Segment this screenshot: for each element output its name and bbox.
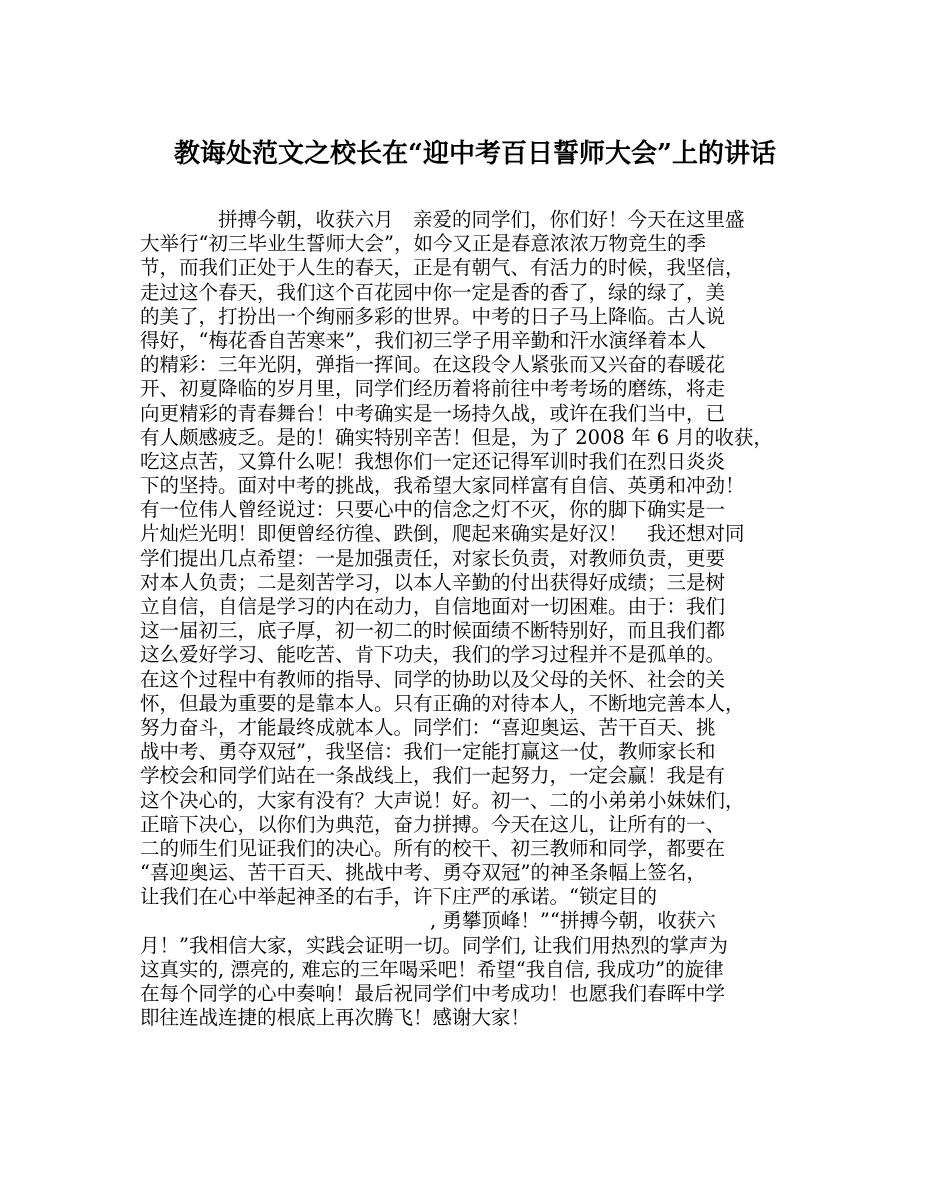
body-line: 学校会和同学们站在一条战线上，我们一起努力，一定会赢！我是有 — [140, 764, 726, 788]
body-line: 月！”我相信大家，实践会证明一切。同学们, 让我们用热烈的掌声为 — [140, 933, 728, 957]
body-line: 有一位伟人曾经说过：只要心中的信念之灯不灭，你的脚下确实是一 — [140, 498, 726, 522]
body-line: 在每个同学的心中奏响！最后祝同学们中考成功！也愿我们春晖中学 — [140, 982, 726, 1005]
body-line: 的精彩：三年光阴，弹指一挥间。在这段令人紧张而又兴奋的春暖花 — [140, 353, 726, 377]
body-line: 在这个过程中有教师的指导、同学的协助以及父母的关怀、社会的关 — [140, 667, 726, 691]
body-line: 战中考、勇夺双冠”，我坚信：我们一定能打赢这一仗，教师家长和 — [140, 740, 716, 764]
body-line: 即往连战连捷的根底上再次腾飞！感谢大家！ — [140, 1006, 531, 1030]
body-line: 开、初夏降临的岁月里，同学们经历着将前往中考考场的磨练，将走 — [140, 377, 726, 401]
body-line: 大举行“初三毕业生誓师大会”，如今又正是春意浓浓万物竞生的季 — [140, 232, 706, 256]
body-line: 下的坚持。面对中考的挑战，我希望大家同样富有自信、英勇和冲劲！ — [140, 474, 745, 498]
body-line: , 勇攀顶峰！”“拼搏今朝，收获六 — [430, 909, 716, 933]
body-line: 片灿烂光明！即便曾经彷徨、跌倒，爬起来确实是好汉！ 我还想对同 — [140, 522, 745, 546]
body-line: 这一届初三，底子厚，初一初二的时候面绩不断特别好，而且我们都 — [140, 619, 726, 643]
body-line: 得好，“梅花香自苦寒来”，我们初三学子用辛勤和汗水演绎着本人 — [140, 328, 706, 352]
document-title: 教诲处范文之校长在“迎中考百日誓师大会”上的讲话 — [174, 139, 776, 169]
body-line: 正暗下决心，以你们为典范，奋力拼搏。今天在这儿，让所有的一、 — [140, 812, 726, 836]
body-line: “喜迎奥运、苦干百天、挑战中考、勇夺双冠”的神圣条幅上签名， — [140, 861, 706, 885]
body-line: 有人颇感疲乏。是的！确实特别辛苦！但是，为了 2008 年 6 月的收获， — [140, 425, 773, 449]
body-line: 向更精彩的青春舞台！中考确实是一场持久战，或许在我们当中，已 — [140, 401, 726, 425]
body-line: 让我们在心中举起神圣的右手，许下庄严的承诺。“锁定目的 — [140, 885, 657, 909]
body-line: 这么爱好学习、能吃苦、肯下功夫，我们的学习过程并不是孤单的。 — [140, 643, 726, 667]
body-line: 二的师生们见证我们的决心。所有的校干、初三教师和同学，都要在 — [140, 836, 726, 860]
body-line: 这真实的, 漂亮的, 难忘的三年喝采吧！希望“我自信, 我成功”的旋律 — [140, 957, 724, 981]
body-line: 吃这点苦，又算什么呢！我想你们一定还记得军训时我们在烈日炎炎 — [140, 449, 726, 473]
body-line: 努力奋斗，才能最终成就本人。同学们：“喜迎奥运、苦干百天、挑 — [140, 715, 716, 739]
body-line: 立自信，自信是学习的内在动力，自信地面对一切困难。由于：我们 — [140, 595, 726, 618]
body-line: 对本人负责；二是刻苦学习，以本人辛勤的付出获得好成绩；三是树 — [140, 570, 726, 594]
body-line: 走过这个春天，我们这个百花园中你一定是香的香了，绿的绿了，美 — [140, 280, 726, 304]
speech-body — [140, 208, 812, 1030]
body-line: 怀，但最为重要的是靠本人。只有正确的对待本人，不断地完善本人， — [140, 691, 745, 715]
body-line: 拼搏今朝，收获六月 亲爱的同学们，你们好！今天在这里盛 — [218, 208, 745, 231]
body-line: 学们提出几点希望：一是加强责任，对家长负责，对教师负责，更要 — [140, 546, 726, 570]
body-line: 节，而我们正处于人生的春天，正是有朝气、有活力的时候，我坚信， — [140, 256, 745, 280]
body-line: 这个决心的，大家有没有？大声说！好。初一、二的小弟弟小妹妹们， — [140, 788, 745, 812]
body-line: 的美了，打扮出一个绚丽多彩的世界。中考的日子马上降临。古人说 — [140, 304, 726, 328]
